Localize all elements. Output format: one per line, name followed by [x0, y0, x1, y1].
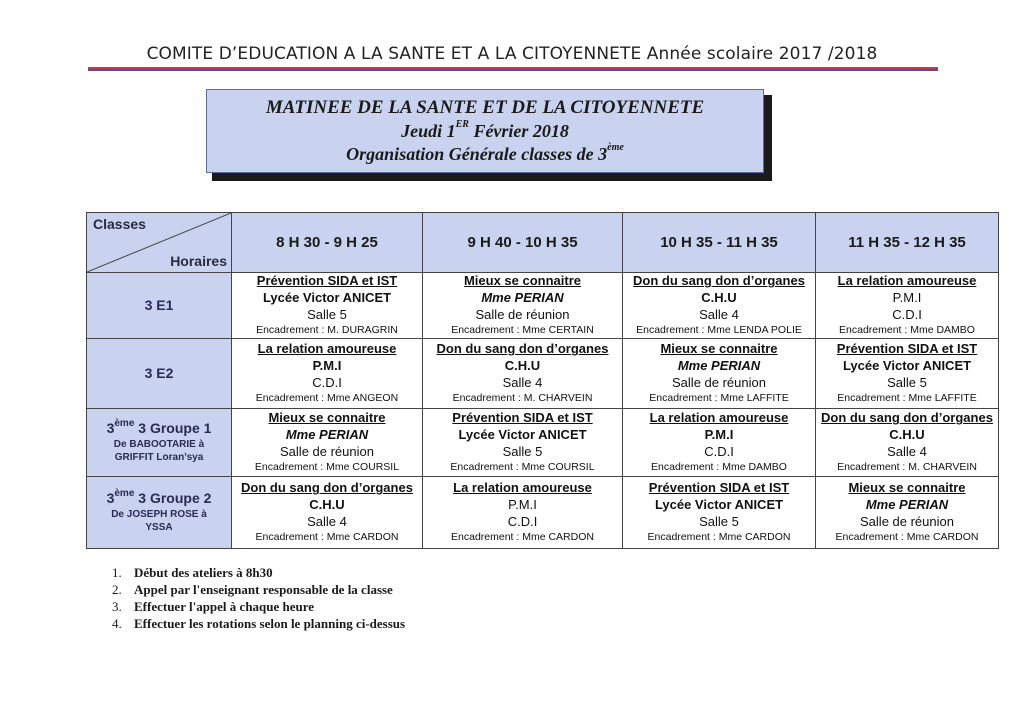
session-cell	[816, 339, 999, 409]
session-room: Salle de réunion	[860, 513, 954, 529]
session-place: P.M.I	[312, 358, 342, 374]
session-supervisor: Encadrement : M. DURAGRIN	[256, 324, 398, 337]
session-room: Salle de réunion	[672, 374, 766, 390]
session-activity: Don du sang don d’organes	[436, 341, 609, 357]
time-slot-header: 8 H 30 - 9 H 25	[232, 213, 423, 273]
session-place: Lycée Victor ANICET	[458, 427, 587, 443]
note-number: 3.	[112, 599, 122, 614]
note-number: 2.	[112, 582, 122, 597]
session-supervisor: Encadrement : Mme DAMBO	[839, 324, 975, 337]
session-supervisor: Encadrement : Mme DAMBO	[651, 461, 787, 474]
session-supervisor: Encadrement : Mme CARDON	[451, 531, 594, 544]
class-cell	[87, 409, 232, 477]
session-cell	[816, 273, 999, 339]
session-activity: Prévention SIDA et IST	[452, 410, 593, 426]
session-room: Salle de réunion	[280, 443, 374, 459]
session-room: Salle de réunion	[475, 306, 570, 322]
time-slot-header: 10 H 35 - 11 H 35	[623, 213, 816, 273]
session-place: P.M.I	[892, 290, 922, 306]
session-room: Salle 5	[502, 443, 543, 459]
title-line-1: MATINEE DE LA SANTE ET DE LA CITOYENNETE	[265, 97, 705, 118]
class-cell	[87, 273, 232, 339]
session-supervisor: Encadrement : Mme CARDON	[835, 531, 979, 544]
title-org-prefix: Organisation Générale classes de 3	[346, 144, 608, 164]
session-activity: La relation amoureuse	[257, 341, 397, 357]
note-text: Début des ateliers à 8h30	[134, 565, 273, 580]
note-number: 4.	[112, 616, 122, 631]
corner-cell	[87, 213, 232, 273]
session-activity: Mieux se connaitre	[463, 273, 582, 289]
class-range-start: De JOSEPH ROSE à	[111, 508, 207, 520]
session-cell	[623, 477, 816, 549]
session-cell	[423, 273, 623, 339]
session-supervisor: Encadrement : Mme COURSIL	[254, 461, 400, 474]
session-activity: Mieux se connaitre	[848, 480, 966, 496]
title-org-sup: ème	[607, 142, 624, 153]
class-name: 3 E2	[144, 364, 174, 381]
class-name: 3 E1	[144, 296, 174, 313]
session-activity: Prévention SIDA et IST	[836, 341, 978, 357]
time-slot-header: 9 H 40 - 10 H 35	[423, 213, 623, 273]
class-cell	[87, 477, 232, 549]
session-supervisor: Encadrement : Mme LAFFITE	[649, 392, 789, 405]
table-row	[87, 273, 999, 339]
session-activity: Don du sang don d’organes	[821, 410, 993, 426]
session-activity: La relation amoureuse	[453, 480, 592, 496]
session-cell	[232, 409, 423, 477]
session-activity: La relation amoureuse	[837, 273, 977, 289]
class-prefix: 3	[106, 420, 115, 437]
session-activity: Prévention SIDA et IST	[256, 273, 398, 289]
time-slot-header: 11 H 35 - 12 H 35	[816, 213, 999, 273]
session-place: Mme PERIAN	[865, 497, 949, 513]
session-supervisor: Encadrement : Mme CARDON	[255, 531, 399, 544]
session-place: Lycée Victor ANICET	[262, 290, 392, 306]
header-rule	[88, 67, 938, 71]
session-place: Lycée Victor ANICET	[654, 497, 784, 513]
title-box	[206, 89, 764, 173]
session-cell	[232, 273, 423, 339]
session-place: C.H.U	[309, 497, 345, 513]
corner-label-classes: Classes	[93, 216, 146, 232]
session-activity: La relation amoureuse	[649, 410, 789, 426]
title-date-prefix: Jeudi 1	[401, 121, 456, 141]
session-room: C.D.I	[704, 443, 734, 459]
session-activity: Mieux se connaitre	[660, 341, 778, 357]
note-text: Appel par l'enseignant responsable de la classe	[134, 582, 393, 597]
session-room: Salle 4	[887, 443, 927, 459]
session-cell	[232, 477, 423, 549]
session-place: P.M.I	[508, 497, 537, 513]
session-room: Salle 5	[307, 306, 347, 322]
session-activity: Don du sang don d’organes	[633, 273, 805, 289]
session-cell	[623, 409, 816, 477]
session-cell	[423, 339, 623, 409]
class-name: 3 Groupe 1	[134, 420, 212, 437]
title-date-sup: ER	[455, 119, 469, 130]
session-room: Salle 4	[307, 513, 347, 529]
title-line-3	[207, 144, 763, 165]
table-row	[87, 409, 999, 477]
note-number: 1.	[112, 565, 122, 580]
class-range-end: YSSA	[145, 522, 173, 534]
document-header: COMITE D’EDUCATION A LA SANTE ET A LA CITOYENNETE Année scolaire 2017 /2018	[146, 44, 878, 64]
class-sup: ème	[114, 418, 135, 430]
table-row	[87, 339, 999, 409]
session-supervisor: Encadrement : Mme CARDON	[647, 531, 791, 544]
corner-label-horaires: Horaires	[170, 253, 227, 269]
class-range-end: GRIFFIT Loran’sya	[114, 452, 204, 464]
session-place: C.H.U	[504, 358, 541, 374]
session-activity: Mieux se connaitre	[268, 410, 386, 426]
session-room: Salle 4	[699, 306, 739, 322]
class-range-start: De BABOOTARIE à	[113, 438, 205, 450]
session-room: C.D.I	[892, 306, 922, 322]
session-supervisor: Encadrement : M. CHARVEIN	[452, 392, 593, 405]
session-activity: Don du sang don d’organes	[241, 480, 413, 496]
class-cell	[87, 339, 232, 409]
title-line-2	[207, 121, 763, 142]
session-cell	[232, 339, 423, 409]
session-cell	[623, 273, 816, 339]
session-place: Mme PERIAN	[481, 290, 564, 306]
session-place: Mme PERIAN	[285, 427, 369, 443]
note-item	[112, 598, 405, 615]
session-cell	[816, 409, 999, 477]
session-activity: Prévention SIDA et IST	[648, 480, 790, 496]
session-room: C.D.I	[312, 374, 342, 390]
session-cell	[423, 477, 623, 549]
note-text: Effectuer l'appel à chaque heure	[134, 599, 315, 614]
session-supervisor: Encadrement : Mme LENDA POLIE	[636, 324, 802, 337]
session-room: C.D.I	[507, 513, 538, 529]
session-place: C.H.U	[889, 427, 925, 443]
session-cell	[423, 409, 623, 477]
table-header-row	[87, 213, 999, 273]
session-supervisor: Encadrement : Mme CERTAIN	[451, 324, 594, 337]
session-supervisor: Encadrement : Mme COURSIL	[450, 461, 595, 474]
title-date-suffix: Février 2018	[468, 121, 569, 141]
session-cell	[623, 339, 816, 409]
notes-list	[112, 564, 405, 632]
session-supervisor: Encadrement : Mme ANGEON	[255, 392, 399, 405]
note-item	[112, 581, 405, 598]
session-place: Lycée Victor ANICET	[842, 358, 972, 374]
class-name: 3 Groupe 2	[134, 490, 212, 507]
session-supervisor: Encadrement : M. CHARVEIN	[837, 461, 977, 474]
session-place: C.H.U	[701, 290, 737, 306]
class-prefix: 3	[106, 490, 115, 507]
note-text: Effectuer les rotations selon le planning ci-dessus	[134, 616, 406, 631]
session-room: Salle 5	[699, 513, 739, 529]
session-supervisor: Encadrement : Mme LAFFITE	[837, 392, 977, 405]
session-place: Mme PERIAN	[677, 358, 761, 374]
table-row	[87, 477, 999, 549]
session-cell	[816, 477, 999, 549]
schedule-table	[86, 212, 999, 549]
session-room: Salle 4	[502, 374, 543, 390]
note-item	[112, 564, 405, 581]
session-room: Salle 5	[887, 374, 927, 390]
session-place: P.M.I	[704, 427, 734, 443]
note-item	[112, 615, 405, 632]
class-sup: ème	[114, 488, 135, 500]
